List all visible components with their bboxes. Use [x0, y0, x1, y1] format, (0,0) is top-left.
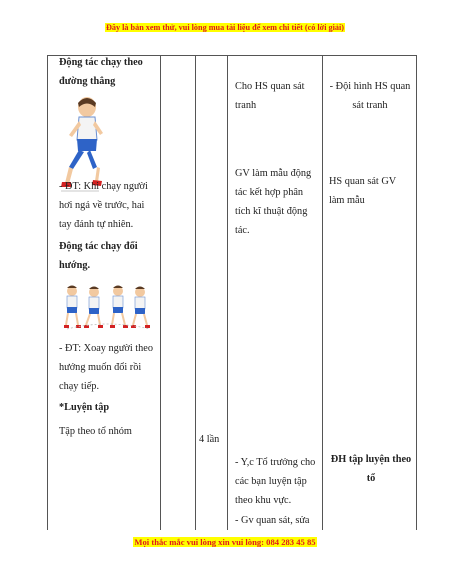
practice-group-text: Tập theo tổ nhóm [59, 426, 132, 437]
lesson-table [47, 55, 417, 530]
student-formation-picture: - Đội hình HS quan sát tranh [329, 81, 411, 111]
preview-notice-text: Đây là bản xem thử, vui lòng mua tài liệu để xem chi tiết (có lời giải) [105, 23, 344, 32]
student-watch-demo: HS quan sát GV làm mẫu [329, 176, 397, 206]
teacher-observe: - Gv quan sát, sửa [235, 515, 310, 526]
table-divider-2 [195, 55, 196, 530]
group-practice-formation: ĐH tập luyện theo tổ [330, 454, 412, 484]
direction-change-illustration [62, 283, 152, 331]
contact-notice-text: Mọi thắc mắc vui lòng xin vui lòng: 084 283 45 85 [134, 537, 316, 547]
contact-notice [0, 537, 450, 547]
straight-run-description: - ĐT: Khi chạy người hơi ngả về trước, hai tay đánh tự nhiên. [59, 181, 148, 230]
table-divider-4 [322, 55, 323, 530]
teacher-show-picture: Cho HS quan sát tranh [235, 81, 305, 111]
repetition-count: 4 lần [199, 434, 220, 445]
practice-heading: *Luyện tập [59, 402, 110, 413]
straight-run-title: Động tác chạy theo đường thẳng [59, 57, 143, 87]
team-leader-instruction: - Y,c Tổ trưởng cho các bạn luyện tập theo khu vực. [235, 457, 316, 506]
direction-change-description: - ĐT: Xoay người theo hướng muốn đổi rồi chạy tiếp. [59, 343, 154, 392]
direction-change-title: Động tác chạy đổi hướng. [59, 241, 138, 271]
table-border-left [47, 55, 48, 530]
teacher-demonstration: GV làm mẫu động tác kết hợp phân tích kĩ thuật động tác. [235, 168, 312, 236]
table-border-right [416, 55, 417, 530]
table-divider-3 [227, 55, 228, 530]
preview-notice [0, 23, 450, 32]
table-divider-1 [160, 55, 161, 530]
